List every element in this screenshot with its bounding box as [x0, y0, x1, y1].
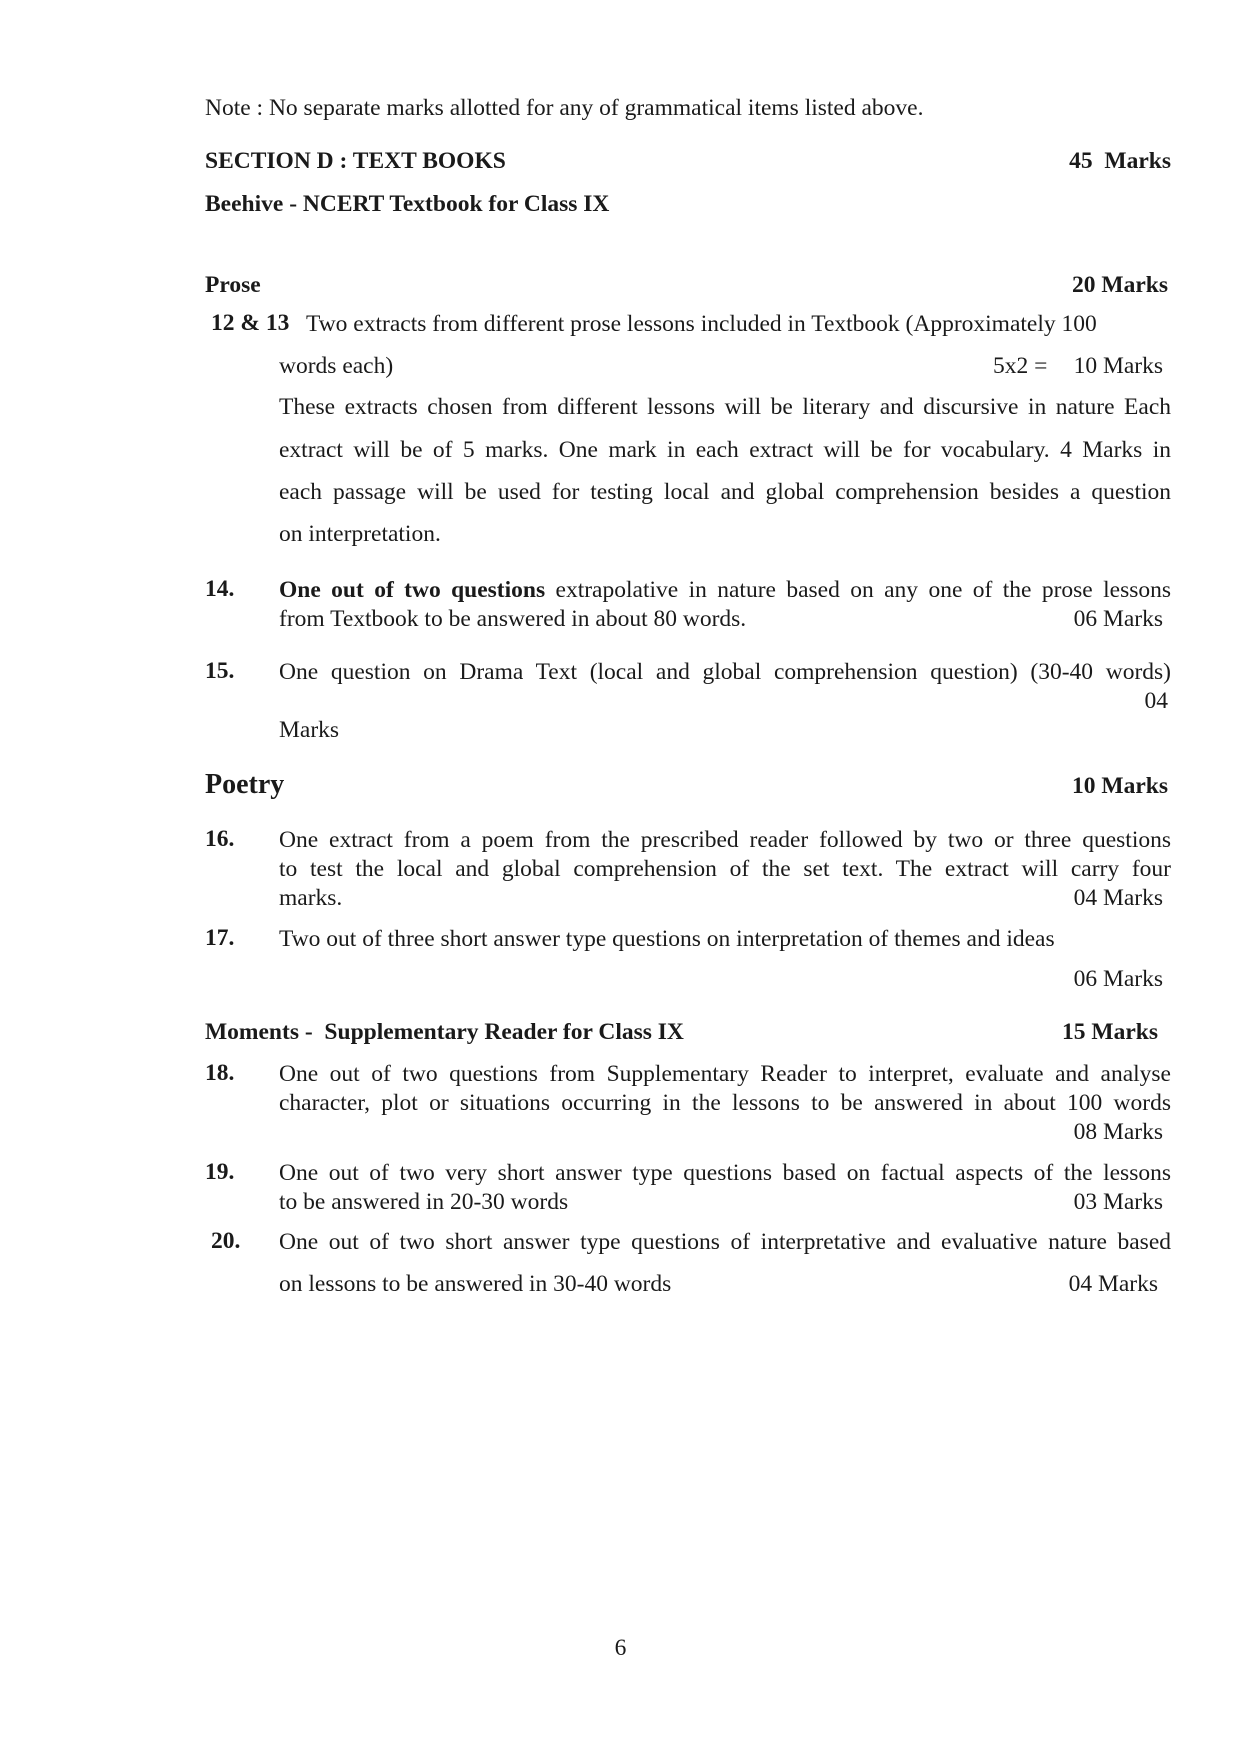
- prose-marks: 20 Marks: [1072, 272, 1168, 298]
- prose-heading: Prose: [205, 272, 261, 298]
- q15-line1: One question on Drama Text (local and global comprehension question) (30-40 words): [279, 659, 1171, 685]
- q20-line1: One out of two short answer type questions of interpretative and evaluative nature based: [279, 1229, 1171, 1255]
- q14-line1-rest: extrapolative in nature based on any one of the prose lessons: [545, 577, 1171, 603]
- q15-marks-word: Marks: [279, 717, 340, 743]
- q19-line2: to be answered in 20-30 words: [279, 1189, 569, 1215]
- q17-line1: Two out of three short answer type questions on interpretation of themes and ideas: [279, 926, 1055, 952]
- q12-marks: 10 Marks: [1073, 353, 1163, 379]
- q14-line1: [279, 576, 1171, 605]
- q14-line2: from Textbook to be answered in about 80 words.: [279, 606, 747, 632]
- q12-desc-line: each passage will be used for testing local and global comprehension besides a question: [279, 479, 1171, 505]
- poetry-marks: 10 Marks: [1072, 773, 1168, 799]
- q14-marks: 06 Marks: [1073, 606, 1163, 632]
- question-number-20: 20.: [211, 1228, 241, 1254]
- question-number-18: 18.: [205, 1060, 235, 1086]
- q18-line2: character, plot or situations occurring in the lessons to be answered in about 100 words: [279, 1090, 1171, 1116]
- section-title: SECTION D : TEXT BOOKS: [205, 148, 506, 174]
- q16-line3: marks.: [279, 885, 343, 911]
- question-number-17: 17.: [205, 925, 235, 951]
- q19-line1: One out of two very short answer type questions based on factual aspects of the lessons: [279, 1160, 1171, 1186]
- q14-bold-phrase: One out of two questions: [279, 577, 546, 603]
- question-number-12-13: 12 & 13: [211, 310, 290, 336]
- q16-line1: One extract from a poem from the prescribed reader followed by two or three questions: [279, 827, 1171, 853]
- question-number-15: 15.: [205, 658, 235, 684]
- q15-marks-number: 04: [1144, 688, 1168, 714]
- q19-marks: 03 Marks: [1073, 1189, 1163, 1215]
- q18-marks: 08 Marks: [1073, 1119, 1163, 1145]
- q12-line1: Two extracts from different prose lessons included in Textbook (Approximately 100: [306, 311, 1097, 337]
- page-number: 6: [614, 1635, 627, 1661]
- q12-desc-line: extract will be of 5 marks. One mark in each extract will be for vocabulary. 4 Marks in: [279, 437, 1171, 463]
- q12-line2: words each): [279, 353, 394, 379]
- question-number-16: 16.: [205, 826, 235, 852]
- q20-line2: on lessons to be answered in 30-40 words: [279, 1271, 672, 1297]
- grammar-note: Note : No separate marks allotted for any of grammatical items listed above.: [205, 95, 924, 121]
- q16-line2: to test the local and global comprehension of the set text. The extract will carry four: [279, 856, 1171, 882]
- q17-marks: 06 Marks: [1073, 966, 1163, 992]
- poetry-heading: Poetry: [205, 769, 285, 800]
- q12-desc-line: on interpretation.: [279, 521, 441, 547]
- q12-desc-line: These extracts chosen from different lessons will be literary and discursive in nature Each: [279, 394, 1171, 420]
- q12-calc: 5x2 =: [993, 353, 1048, 379]
- q20-marks: 04 Marks: [1068, 1271, 1158, 1297]
- moments-heading: Moments - Supplementary Reader for Class IX: [205, 1019, 684, 1045]
- q18-line1: One out of two questions from Supplementary Reader to interpret, evaluate and analyse: [279, 1061, 1171, 1087]
- moments-marks: 15 Marks: [1062, 1019, 1158, 1045]
- question-number-19: 19.: [205, 1159, 235, 1185]
- section-subtitle: Beehive - NCERT Textbook for Class IX: [205, 191, 610, 217]
- question-number-14: 14.: [205, 576, 235, 602]
- section-marks: 45 Marks: [1069, 148, 1171, 174]
- q16-marks: 04 Marks: [1073, 885, 1163, 911]
